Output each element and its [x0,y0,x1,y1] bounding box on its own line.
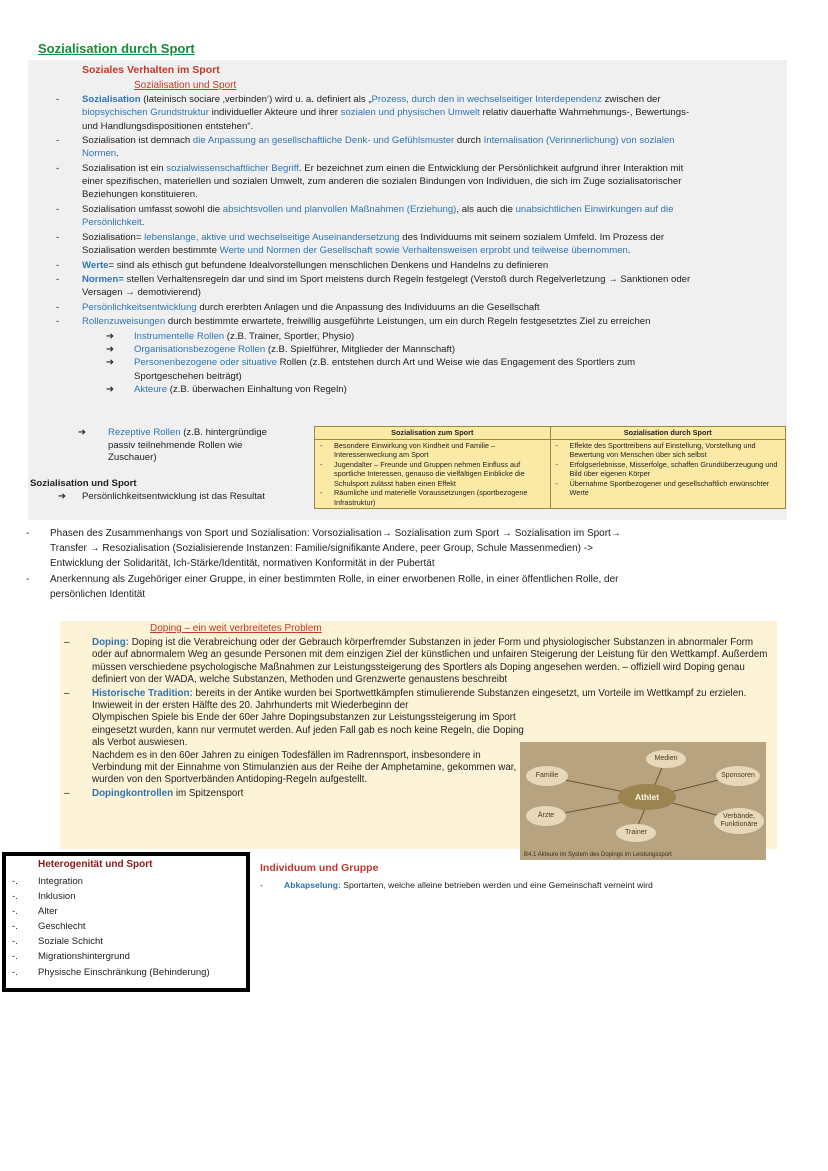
highlight: biopsychischen Grundstruktur [82,107,209,119]
individual-group-heading: Individuum und Gruppe [260,862,379,874]
doping-actors-diagram [520,742,766,860]
text: Olympischen Spiele bis Ende der 60er Jahre Dopingsubstanzen zur Leistungssteigerung im Sport eingesetzt wurden, kann nur vermutet werden. Auf jeden Fall gab es noch keine Regeln, die Doping als Verbot auswiesen. [92,712,524,749]
list-item: – Dopingkontrollen im Spitzensport [64,787,244,799]
table-cell-text: Besondere Einwirkung von Kindheit und Familie – Interessenweckung am Sport [334,440,496,459]
highlight: Organisationsbezogene Rollen [134,344,266,356]
role-item: ➔ Organisationsbezogene Rollen (z.B. Spielführer, Mitglieder der Mannschaft) [106,344,456,356]
list-item: – Doping: Doping ist die Verabreichung oder der Gebrauch körperfremder Substanzen in jeder Form und physiologischer Substanzen in abnormaler Form oder auf abnormalem Weg an gesunde Personen mit dem einzigen Ziel der künstlichen und unfairen Steigerung der Leistung für den Wettkampf. Außerdem müssen verschiedene psychologische Maßnahmen zur Leistungssteigerung des Sportlers als Doping angesehen werden. – offiziell wird Doping genau definiert von der WADA, welche Substanzen, Methoden und Grenzwerte genaustens beschreibt [64,637,768,686]
table-cell: - Effekte des Sporttreibens auf Einstellung, Vorstellung und Bewertung von Menschen über sich selbst - Erfolgserlebnisse, Misserfolge, schaffen Grundüberzeugung und Bild über eigenen Körper - Übernahme Sportbezogener und gesellschaftlich erwünschter Werte [550,439,786,509]
text: . [627,245,631,257]
table-header: Sozialisation zum Sport [315,427,551,440]
highlight: Akteure [134,383,168,395]
text: . Er bezeichnet zum einen die Entwicklung der Persönlichkeit aufgrund ihrer Interaktion mit einer spezifischen, materiellen und sozialen Umwelt, zum anderen die sozialen Bindungen von Individuen, die sich im Zuge sozialisatorischer Beziehungen konstituieren. [82,162,684,201]
term: Normen= [82,273,124,285]
list-item: - Werte= sind als ethisch gut befundene Idealvorstellungen menschlichen Denkens und Handelns zu definieren [56,259,549,271]
term: Abkapselung: [284,880,341,890]
list-item: -. Geschlecht [12,921,86,933]
definition-list [52,93,692,396]
diagram-node: Sponsoren [716,766,760,786]
list-item: - Sozialisation= lebenslange, aktive und wechselseitige Auseinandersetzung des Individuums mit seinem sozialem Umfeld. Im Prozess der Sozialisation werden bestimmte Werte und Normen der Gesellschaft sowie Verhaltensweisen erprobt und teilweise übernommen. [56,231,665,257]
list-item: - Sozialisation ist ein sozialwissenschaftlicher Begriff. Er bezeichnet zum einen die Entwicklung der Persönlichkeit aufgrund ihrer Interaktion mit einer spezifischen, materiellen und sozialen Umwelt, zum anderen die sozialen Bindungen von Individuen, die sich im Zuge sozialisatorischer Beziehungen konstituieren. [56,162,684,201]
text: = sind als ethisch gut befundene Idealvorstellungen menschlichen Denkens und Handelns zu definieren [108,259,549,271]
doping-heading: Doping – ein weit verbreitetes Problem [150,623,322,634]
section-subheading: Sozialisation und Sport [134,80,237,91]
list-item: - Phasen des Zusammenhangs von Sport und Sozialisation: Vorsozialisation→ Sozialisation zum Sport → Sozialisation im Sport→ Transfer → Resozialisation (Sozialisierende Instanzen: Familie/signifikante Andere, peer Group, Schule Massenmedien) -> Entwicklung der Solidarität, Ich-Stärke/Identität, normativen Konformität in der Pubertät [26,528,621,570]
list-item: -. Integration [12,876,83,887]
text: zwischen der [601,94,661,105]
text: stellen Verhaltensregeln dar und sind im Sport meistens durch Regeln festgelegt (Verstoß durch Regelverletzung → Sanktionen oder Versagen → demotivierend) [82,273,691,299]
list-item: -. Physische Einschränkung (Behinderung) [12,966,210,978]
highlight: Instrumentelle Rollen [134,330,225,342]
role-item: ➔ Personenbezogene oder situative Rollen (z.B. entstehen durch Art und Weise wie das Engagement des Sportlers zum Sportgeschehen beiträgt) [106,357,636,382]
text: Inklusion [38,891,76,903]
text: Doping ist die Verabreichung oder der Gebrauch körperfremder Substanzen in jeder Form und physiologischer Substanzen in abnormaler Form oder auf abnormalem Weg an gesunde Personen mit dem einzigen Ziel der künstlichen und unfairen Steigerung der Leistung für den Wettkampf. Außerdem müssen verschiedene psychologische Maßnahmen zur Leistungssteigerung des Sportlers als Doping angesehen werden. – offiziell wird Doping genau definiert von der WADA, welche Substanzen, Methoden und Grenzwerte genaustens beschreibt [92,637,768,686]
text: Sozialisation umfasst sowohl die [82,203,223,215]
highlight: Rollenzuweisungen [82,316,166,328]
highlight: Persönlichkeitsentwicklung [82,301,197,313]
result-item: ➔ Persönlichkeitsentwicklung ist das Resultat [58,491,265,502]
term: Sozialisation [82,94,141,105]
diagram-node: Ärzte [526,806,566,826]
text: Rollen (z.B. entstehen durch Art und Weise wie das Engagement des Sportlers zum Sportgeschehen beiträgt) [134,357,636,382]
highlight: Personenbezogene oder situative [134,357,277,369]
text: individueller Akteure und ihrer [208,107,341,119]
list-item: - Normen= stellen Verhaltensregeln dar und sind im Sport meistens durch Regeln festgelegt (Verstoß durch Regelverletzung → Sanktionen oder Versagen → demotivierend) [56,273,691,299]
text: Nachdem es in den 60er Jahren zu einigen Todesfällen im Radrennsport, insbesondere in Verbindung mit der Einnahme von Stimulanzien aus der Reihe der Amphetamine, gekommen war, wurden von den Sportverbänden Antidoping-Regeln aufgestellt. [92,749,517,786]
table-header: Sozialisation durch Sport [550,427,786,440]
text: Geschlecht [38,921,86,933]
text: Integration [38,876,83,887]
list-item: - Sozialisation ist demnach die Anpassung an gesellschaftliche Denk- und Gefühlsmuster durch Internalisation (Verinnerlichung) von sozialen Normen. [56,135,675,160]
list-item: - Abkapselung: Sportarten, welche alleine betrieben werden und eine Gemeinschaft verneint wird [260,880,653,890]
text: Phasen des Zusammenhangs von Sport und Sozialisation: Vorsozialisation→ Sozialisation zum Sport → Sozialisation im Sport→ Transfer → Resozialisation (Sozialisierende Instanzen: Familie/signifikante Andere, peer Group, Schule Massenmedien) -> Entwicklung der Solidarität, Ich-Stärke/Identität, normativen Konformität in der Pubertät [50,528,621,570]
text: bereits in der Antike wurden bei Sportwettkämpfen stimulierende Substanzen eingesetzt, um Vorteile im Wettkampf zu erzielen. Inwieweit in der ersten Hälfte des 20. Jahrhunderts mit Wiederbeginn der [92,687,747,712]
text: . [141,217,145,229]
text: Anerkennung als Zugehöriger einer Gruppe, in einer bestimmten Rolle, in einer erworbenen Rolle, in einer öffentlichen Rolle, der persönlichen Identität [50,573,619,600]
text: Sozialisation ist ein [82,162,167,174]
list-item: -. Alter [12,906,58,918]
heterogeneity-heading: Heterogenität und Sport [38,859,153,870]
text: relativ dauerhafte Wahrnehmungs-, Bewertungs- und Handlungsdispositionen entstehen“. [82,107,690,132]
list-item: - Sozialisation (lateinisch sociare ‚verbinden‘) wird u. a. definiert als „Prozess, durch den in wechselseitiger Interdependenz zwischen der biopsychischen Grundstruktur individueller Akteure und ihrer sozialen und physischen Umwelt relativ dauerhafte Wahrnehmungs-, Bewertungs- und Handlungsdispositionen entstehen“. [56,94,690,132]
term: Doping: [92,637,129,648]
text: Physische Einschränkung (Behinderung) [38,966,210,978]
highlight: lebenslange, aktive und wechselseitige Auseinandersetzung [144,231,400,243]
highlight: unabsichtlichen Einwirkungen auf die Persönlichkeit [82,203,674,229]
list-item: - Persönlichkeitsentwicklung durch ererbten Anlagen und die Anpassung des Individuums an die Gesellschaft [56,301,540,313]
list-item: -. Soziale Schicht [12,936,103,948]
subsection-heading: Sozialisation und Sport [30,478,137,489]
highlight: sozialen und physischen Umwelt [340,107,480,119]
table-cell-text: Jugendalter – Freunde und Gruppen nehmen Einfluss auf sportliche Interessen, genauso die vielfältigen Einblicke die Schulsport zulässt haben einen Effekt [334,459,525,488]
highlight: Werte und Normen der Gesellschaft sowie Verhaltensweisen erprobt und teilweise übernommen [219,245,628,257]
diagram-node: Trainer [616,824,656,842]
text: Alter [38,906,58,918]
diagram-node: Familie [526,766,568,786]
highlight: Internalisation (Verinnerlichung) von sozialen Normen [82,135,675,160]
text: (z.B. überwachen Einhaltung von Regeln) [167,383,347,395]
term: Werte [82,259,109,271]
role-item: ➔ Rezeptive Rollen (z.B. hintergründige passiv teilnehmende Rollen wie Zuschauer) [78,427,267,463]
list-item: - Rollenzuweisungen durch bestimmte erwartete, freiwillig ausgeführte Leistungen, um ein durch Regeln festgesetztes Ziel zu erreichen [56,316,651,328]
list-item: – Historische Tradition: bereits in der Antike wurden bei Sportwettkämpfen stimulierende Substanzen eingesetzt, um Vorteile im Wettkampf zu erzielen. Inwieweit in der ersten Hälfte des 20. Jahrhunderts mit Wiederbeginn der Olympischen Spiele bis Ende der 60er Jahre Dopingsubstanzen zur Leistungssteigerung im Sport eingesetzt wurden, kann nur vermutet werden. Auf jeden Fall gab es noch keine Regeln, die Doping als Verbot auswiesen. Nachdem es in den 60er Jahren zu einigen Todesfällen im Radrennsport, insbesondere in Verbindung mit der Einnahme von Stimulanzien aus der Reihe der Amphetamine, gekommen war, wurden von den Sportverbänden Antidoping-Regeln aufgestellt. [64,687,747,786]
list-item: -. Inklusion [12,891,76,903]
highlight: absichtsvollen und planvollen Maßnahmen (Erziehung) [222,203,457,215]
table-cell-text: Effekte des Sporttreibens auf Einstellung, Vorstellung und Bewertung von Menschen über sich selbst [569,440,756,459]
text: . [116,148,119,160]
text: Sozialisation= [82,231,145,243]
diagram-node: Medien [646,750,686,768]
highlight: Rezeptive Rollen [108,427,181,438]
section-heading: Soziales Verhalten im Sport [82,64,220,76]
heterogeneity-list [12,874,210,980]
page-title: Sozialisation durch Sport [38,41,195,56]
diagram-center-node: Athlet [618,784,676,810]
term: Dopingkontrollen [92,787,174,799]
comparison-table [314,426,786,509]
highlight: Prozess, durch den in wechselseitiger Interdependenz [371,94,602,105]
text: durch bestimmte erwartete, freiwillig ausgeführte Leistungen, um ein durch Regeln festgesetztes Ziel zu erreichen [165,316,651,328]
highlight: die Anpassung an gesellschaftliche Denk- und Gefühlsmuster [192,135,455,147]
text: (z.B. Spielführer, Mitglieder der Mannschaft) [265,344,456,356]
diagram-caption: B4.1 Akteure im System des Dopings im Leistungssport [524,852,672,858]
table-cell-text: Erfolgserlebnisse, Misserfolge, schaffen Grundüberzeugung und Bild über eigenen Körper [569,459,778,478]
role-item: ➔ Akteure (z.B. überwachen Einhaltung von Regeln) [106,383,347,395]
table-cell: - Besondere Einwirkung von Kindheit und Familie – Interessenweckung am Sport - Jugendalter – Freunde und Gruppen nehmen Einfluss auf sportliche Interessen, genauso die vielfältigen Einblicke die Schulsport zulässt haben einen Effekt - Räumliche und materielle Voraussetzungen (sportbezogene Infrastruktur) [315,439,551,509]
text: (z.B. Trainer, Sportler, Physio) [224,330,355,342]
text: Sportarten, welche alleine betrieben werden und eine Gemeinschaft verneint wird [340,880,653,890]
text: (z.B. hintergründige passiv teilnehmende Rollen wie Zuschauer) [108,427,267,463]
text: im Spitzensport [173,787,244,799]
text: Sozialisation ist demnach [82,135,193,147]
list-item: -. Migrationshintergrund [12,951,130,963]
text: , als auch die [456,203,516,215]
text: Persönlichkeitsentwicklung ist das Resultat [82,491,265,502]
role-item: ➔ Instrumentelle Rollen (z.B. Trainer, Sportler, Physio) [106,330,355,342]
text: des Individuums mit seinem sozialem Umfeld. Im Prozess der Sozialisation werden bestimmte [82,231,665,257]
list-item: - Anerkennung als Zugehöriger einer Gruppe, in einer bestimmten Rolle, in einer erworbenen Rolle, in einer öffentlichen Rolle, der persönlichen Identität [26,573,619,600]
diagram-node: Verbände, Funktionäre [714,808,764,834]
text: Migrationshintergrund [38,951,130,963]
text: durch ererbten Anlagen und die Anpassung des Individuums an die Gesellschaft [196,301,540,313]
text: (lateinisch sociare ‚verbinden‘) wird u. a. definiert als „ [140,94,372,105]
text: Soziale Schicht [38,936,103,948]
term: Historische Tradition: [92,687,193,699]
list-item: - Sozialisation umfasst sowohl die absichtsvollen und planvollen Maßnahmen (Erziehung), als auch die unabsichtlichen Einwirkungen auf die Persönlichkeit. [56,203,674,229]
phases-list [26,526,646,602]
highlight: sozialwissenschaftlicher Begriff [166,162,299,174]
text: durch [454,135,484,147]
table-cell-text: Räumliche und materielle Voraussetzungen (sportbezogene Infrastruktur) [334,488,528,507]
table-cell-text: Übernahme Sportbezogener und gesellschaftlich erwünschter Werte [569,478,770,497]
